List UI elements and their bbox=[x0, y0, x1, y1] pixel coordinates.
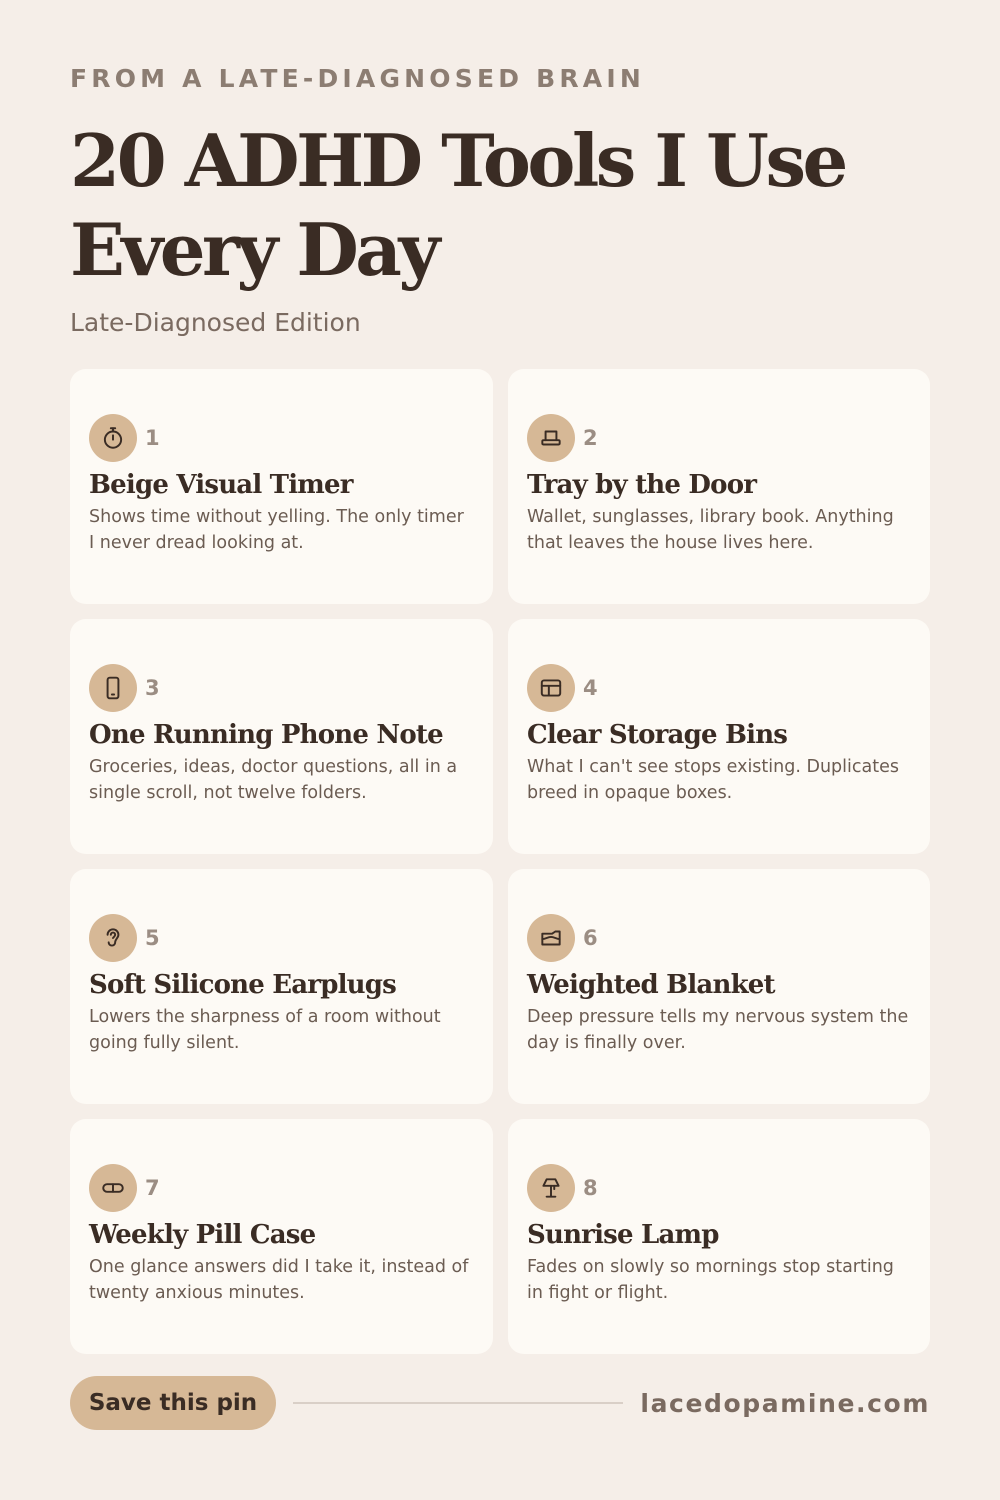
tool-number: 5 bbox=[145, 926, 160, 950]
tool-description: What I can't see stops existing. Duplicates breed in opaque boxes. bbox=[527, 757, 899, 803]
ear-icon bbox=[89, 914, 137, 962]
tool-number: 6 bbox=[583, 926, 598, 950]
pill-icon bbox=[89, 1164, 137, 1212]
page-subtitle: Late-Diagnosed Edition bbox=[70, 308, 361, 337]
tool-card bbox=[70, 869, 493, 1104]
tool-title: Weekly Pill Case bbox=[89, 1220, 316, 1250]
tool-card bbox=[508, 619, 930, 854]
storage-bin-icon bbox=[527, 664, 575, 712]
footer-divider bbox=[293, 1402, 623, 1404]
tool-card bbox=[508, 869, 930, 1104]
tool-description: Groceries, ideas, doctor questions, all in a single scroll, not twelve folders. bbox=[89, 757, 458, 803]
pin-page bbox=[70, 0, 930, 1500]
blanket-icon bbox=[527, 914, 575, 962]
tool-description: Deep pressure tells my nervous system the day is finally over. bbox=[527, 1007, 909, 1053]
lamp-icon bbox=[527, 1164, 575, 1212]
page-title: 20 ADHD Tools I Use Every Day bbox=[70, 118, 845, 292]
tool-number: 1 bbox=[145, 426, 160, 450]
tool-number: 2 bbox=[583, 426, 598, 450]
tool-card bbox=[508, 369, 930, 604]
tray-icon bbox=[527, 414, 575, 462]
tool-card bbox=[70, 1119, 493, 1354]
tool-title: Tray by the Door bbox=[527, 470, 757, 500]
tool-title: Weighted Blanket bbox=[527, 970, 775, 1000]
tool-title: Clear Storage Bins bbox=[527, 720, 788, 750]
timer-icon bbox=[89, 414, 137, 462]
tool-title: Sunrise Lamp bbox=[527, 1220, 719, 1250]
eyebrow-text: FROM A LATE-DIAGNOSED BRAIN bbox=[70, 64, 645, 93]
tool-card bbox=[508, 1119, 930, 1354]
tool-grid bbox=[70, 369, 930, 1354]
tool-number: 8 bbox=[583, 1176, 598, 1200]
phone-icon bbox=[89, 664, 137, 712]
tool-number: 3 bbox=[145, 676, 160, 700]
tool-card bbox=[70, 619, 493, 854]
tool-number: 4 bbox=[583, 676, 598, 700]
tool-description: One glance answers did I take it, instead of twenty anxious minutes. bbox=[89, 1257, 469, 1303]
site-link[interactable]: lacedopamine.com bbox=[640, 1388, 930, 1418]
tool-title: Soft Silicone Earplugs bbox=[89, 970, 396, 1000]
save-pin-button[interactable]: Save this pin bbox=[70, 1376, 276, 1430]
tool-description: Shows time without yelling. The only timer I never dread looking at. bbox=[89, 507, 464, 553]
tool-number: 7 bbox=[145, 1176, 160, 1200]
tool-description: Fades on slowly so mornings stop starting in fight or flight. bbox=[527, 1257, 894, 1303]
tool-title: Beige Visual Timer bbox=[89, 470, 353, 500]
footer bbox=[70, 1376, 930, 1430]
tool-card bbox=[70, 369, 493, 604]
tool-description: Lowers the sharpness of a room without going fully silent. bbox=[89, 1007, 441, 1053]
tool-description: Wallet, sunglasses, library book. Anything that leaves the house lives here. bbox=[527, 507, 894, 553]
tool-title: One Running Phone Note bbox=[89, 720, 443, 750]
